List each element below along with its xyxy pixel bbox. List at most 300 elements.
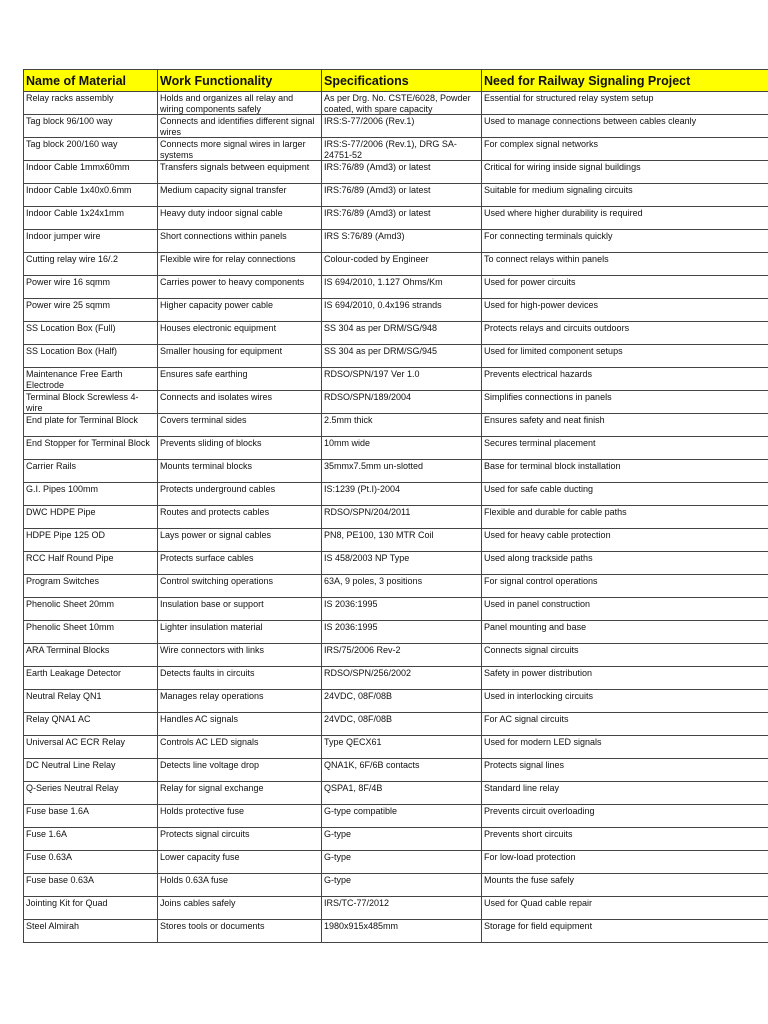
specification-cell	[322, 897, 482, 920]
project-need-cell-text: Prevents circuit overloading	[484, 806, 595, 816]
specification-cell	[322, 805, 482, 828]
specification-cell-text: RDSO/SPN/197 Ver 1.0	[324, 369, 420, 379]
project-need-cell-text: Standard line relay	[484, 783, 560, 793]
project-need-cell-text: Storage for field equipment	[484, 921, 593, 931]
work-functionality-cell	[158, 851, 322, 874]
table-row	[24, 184, 768, 207]
specification-cell-text: RDSO/SPN/256/2002	[324, 668, 412, 678]
project-need-cell	[482, 805, 768, 828]
work-functionality-cell-text: Control switching operations	[160, 576, 274, 586]
project-need-cell-text: Flexible and durable for cable paths	[484, 507, 627, 517]
table-row	[24, 759, 768, 782]
material-name-cell-text: Universal AC ECR Relay	[26, 737, 126, 747]
work-functionality-cell-text: Lower capacity fuse	[160, 852, 240, 862]
specification-cell-text: 24VDC, 08F/08B	[324, 714, 393, 724]
work-functionality-cell-text: Short connections within panels	[160, 231, 287, 241]
work-functionality-cell-text: Smaller housing for equipment	[160, 346, 283, 356]
specification-cell-text: QNA1K, 6F/6B contacts	[324, 760, 420, 770]
specification-cell-text: 63A, 9 poles, 3 positions	[324, 576, 423, 586]
work-functionality-cell	[158, 598, 322, 621]
table-row	[24, 851, 768, 874]
work-functionality-cell-text: Routes and protects cables	[160, 507, 270, 517]
specification-cell-text: IRS:76/89 (Amd3) or latest	[324, 208, 431, 218]
project-need-cell-text: Panel mounting and base	[484, 622, 587, 632]
work-functionality-cell	[158, 644, 322, 667]
specification-cell	[322, 253, 482, 276]
specification-cell-text: 1980x915x485mm	[324, 921, 399, 931]
specification-cell	[322, 276, 482, 299]
material-name-cell	[24, 345, 158, 368]
material-name-cell	[24, 897, 158, 920]
project-need-cell-text: To connect relays within panels	[484, 254, 609, 264]
work-functionality-cell	[158, 207, 322, 230]
project-need-cell	[482, 345, 768, 368]
specification-cell	[322, 874, 482, 897]
work-functionality-cell-text: Connects more signal wires in larger systems	[160, 139, 306, 160]
table-row	[24, 529, 768, 552]
material-name-cell-text: Indoor Cable 1x24x1mm	[26, 208, 125, 218]
work-functionality-cell	[158, 92, 322, 115]
material-name-cell	[24, 782, 158, 805]
specification-cell-text: IS 2036:1995	[324, 599, 378, 609]
material-name-cell	[24, 598, 158, 621]
work-functionality-cell-text: Flexible wire for relay connections	[160, 254, 296, 264]
specification-cell-text: RDSO/SPN/204/2011	[324, 507, 411, 517]
material-name-cell	[24, 920, 158, 943]
table-row	[24, 782, 768, 805]
work-functionality-cell-text: Covers terminal sides	[160, 415, 247, 425]
specification-cell	[322, 345, 482, 368]
material-name-cell	[24, 575, 158, 598]
project-need-cell-text: For connecting terminals quickly	[484, 231, 613, 241]
project-need-cell-text: Used for Quad cable repair	[484, 898, 593, 908]
work-functionality-cell	[158, 529, 322, 552]
table-row	[24, 299, 768, 322]
material-name-cell	[24, 851, 158, 874]
work-functionality-cell	[158, 506, 322, 529]
specification-cell-text: 10mm wide	[324, 438, 371, 448]
table-row	[24, 460, 768, 483]
material-name-cell-text: G.I. Pipes 100mm	[26, 484, 99, 494]
project-need-cell-text: Essential for structured relay system setup	[484, 93, 654, 103]
material-name-cell-text: Tag block 200/160 way	[26, 139, 118, 149]
table-row	[24, 598, 768, 621]
material-name-cell-text: SS Location Box (Full)	[26, 323, 116, 333]
specification-cell-text: IS 458/2003 NP Type	[324, 553, 410, 563]
table-row	[24, 207, 768, 230]
specification-cell	[322, 736, 482, 759]
specification-cell-text: IRS S:76/89 (Amd3)	[324, 231, 405, 241]
specification-cell	[322, 414, 482, 437]
project-need-cell-text: Connects signal circuits	[484, 645, 579, 655]
project-need-cell-text: Used for modern LED signals	[484, 737, 602, 747]
project-need-cell-text: Ensures safety and neat finish	[484, 415, 605, 425]
project-need-cell-text: Used for limited component setups	[484, 346, 623, 356]
table-row	[24, 897, 768, 920]
specification-cell-text: QSPA1, 8F/4B	[324, 783, 383, 793]
work-functionality-cell-text: Joins cables safely	[160, 898, 236, 908]
project-need-cell	[482, 368, 768, 391]
work-functionality-cell-text: Heavy duty indoor signal cable	[160, 208, 283, 218]
work-functionality-cell-text: Mounts terminal blocks	[160, 461, 253, 471]
specification-cell	[322, 483, 482, 506]
work-functionality-cell	[158, 368, 322, 391]
work-functionality-cell	[158, 759, 322, 782]
project-need-cell	[482, 736, 768, 759]
specification-cell-text: G-type	[324, 875, 352, 885]
work-functionality-cell	[158, 552, 322, 575]
project-need-cell-text: Used for high-power devices	[484, 300, 599, 310]
table-row	[24, 437, 768, 460]
project-need-cell-text: Used where higher durability is required	[484, 208, 643, 218]
material-name-cell	[24, 253, 158, 276]
project-need-cell	[482, 759, 768, 782]
project-need-cell-text: Used along trackside paths	[484, 553, 593, 563]
materials-table	[23, 69, 768, 943]
table-row	[24, 115, 768, 138]
specification-cell-text: SS 304 as per DRM/SG/945	[324, 346, 438, 356]
material-name-cell-text: Indoor Cable 1mmx60mm	[26, 162, 130, 172]
project-need-cell-text: Used for safe cable ducting	[484, 484, 594, 494]
work-functionality-cell	[158, 667, 322, 690]
material-name-cell	[24, 207, 158, 230]
specification-cell	[322, 575, 482, 598]
project-need-cell	[482, 506, 768, 529]
work-functionality-cell	[158, 621, 322, 644]
project-need-cell	[482, 253, 768, 276]
material-name-cell-text: Indoor jumper wire	[26, 231, 101, 241]
specification-cell-text: Colour-coded by Engineer	[324, 254, 429, 264]
work-functionality-cell-text: Higher capacity power cable	[160, 300, 274, 310]
material-name-cell-text: Relay QNA1 AC	[26, 714, 91, 724]
material-name-cell	[24, 483, 158, 506]
project-need-cell-text: For low-load protection	[484, 852, 576, 862]
material-name-cell-text: End Stopper for Terminal Block	[26, 438, 150, 448]
work-functionality-cell-text: Holds and organizes all relay and wiring components safely	[160, 93, 294, 114]
specification-cell	[322, 851, 482, 874]
project-need-cell	[482, 667, 768, 690]
specification-cell	[322, 920, 482, 943]
work-functionality-cell-text: Medium capacity signal transfer	[160, 185, 287, 195]
material-name-cell	[24, 529, 158, 552]
project-need-cell-text: Mounts the fuse safely	[484, 875, 575, 885]
work-functionality-cell-text: Prevents sliding of blocks	[160, 438, 262, 448]
material-name-cell	[24, 621, 158, 644]
header-specifications: Specifications	[322, 70, 482, 92]
project-need-cell	[482, 115, 768, 138]
material-name-cell-text: Power wire 16 sqmm	[26, 277, 111, 287]
specification-cell-text: IS 2036:1995	[324, 622, 378, 632]
table-row	[24, 920, 768, 943]
material-name-cell-text: Earth Leakage Detector	[26, 668, 122, 678]
work-functionality-cell-text: Handles AC signals	[160, 714, 239, 724]
material-name-cell	[24, 414, 158, 437]
material-name-cell-text: DC Neutral Line Relay	[26, 760, 116, 770]
table-row	[24, 644, 768, 667]
project-need-cell	[482, 828, 768, 851]
material-name-cell-text: Tag block 96/100 way	[26, 116, 113, 126]
specification-cell	[322, 667, 482, 690]
material-name-cell-text: End plate for Terminal Block	[26, 415, 138, 425]
project-need-cell	[482, 184, 768, 207]
specification-cell-text: IRS:76/89 (Amd3) or latest	[324, 162, 431, 172]
table-row	[24, 322, 768, 345]
project-need-cell	[482, 161, 768, 184]
project-need-cell-text: Prevents short circuits	[484, 829, 573, 839]
work-functionality-cell-text: Protects underground cables	[160, 484, 276, 494]
material-name-cell	[24, 805, 158, 828]
table-row	[24, 552, 768, 575]
material-name-cell	[24, 184, 158, 207]
material-name-cell	[24, 506, 158, 529]
project-need-cell-text: For AC signal circuits	[484, 714, 569, 724]
work-functionality-cell	[158, 115, 322, 138]
work-functionality-cell	[158, 897, 322, 920]
work-functionality-cell	[158, 184, 322, 207]
work-functionality-cell	[158, 322, 322, 345]
work-functionality-cell	[158, 874, 322, 897]
material-name-cell	[24, 644, 158, 667]
table-row	[24, 138, 768, 161]
header-name-of-material: Name of Material	[24, 70, 158, 92]
project-need-cell	[482, 690, 768, 713]
material-name-cell-text: Terminal Block Screwless 4-wire	[26, 392, 139, 413]
specification-cell	[322, 138, 482, 161]
specification-cell	[322, 506, 482, 529]
material-name-cell-text: Relay racks assembly	[26, 93, 114, 103]
work-functionality-cell-text: Connects and isolates wires	[160, 392, 273, 402]
table-row	[24, 713, 768, 736]
project-need-cell	[482, 644, 768, 667]
work-functionality-cell-text: Transfers signals between equipment	[160, 162, 310, 172]
material-name-cell	[24, 759, 158, 782]
specification-cell	[322, 322, 482, 345]
specification-cell-text: PN8, PE100, 130 MTR Coil	[324, 530, 434, 540]
specification-cell	[322, 529, 482, 552]
project-need-cell-text: Used in interlocking circuits	[484, 691, 594, 701]
material-name-cell	[24, 460, 158, 483]
material-name-cell-text: DWC HDPE Pipe	[26, 507, 96, 517]
project-need-cell	[482, 230, 768, 253]
project-need-cell	[482, 782, 768, 805]
material-name-cell-text: Maintenance Free Earth Electrode	[26, 369, 123, 390]
specification-cell	[322, 552, 482, 575]
material-name-cell-text: Fuse 1.6A	[26, 829, 68, 839]
work-functionality-cell	[158, 391, 322, 414]
specification-cell-text: IRS/75/2006 Rev-2	[324, 645, 401, 655]
work-functionality-cell-text: Lays power or signal cables	[160, 530, 272, 540]
work-functionality-cell-text: Carries power to heavy components	[160, 277, 305, 287]
work-functionality-cell-text: Controls AC LED signals	[160, 737, 259, 747]
project-need-cell-text: Base for terminal block installation	[484, 461, 621, 471]
specification-cell	[322, 368, 482, 391]
specification-cell-text: IS 694/2010, 1.127 Ohms/Km	[324, 277, 443, 287]
table-row	[24, 667, 768, 690]
specification-cell-text: IS 694/2010, 0.4x196 strands	[324, 300, 442, 310]
table-row	[24, 345, 768, 368]
material-name-cell-text: HDPE Pipe 125 OD	[26, 530, 106, 540]
specification-cell	[322, 460, 482, 483]
table-row	[24, 368, 768, 391]
table-row	[24, 230, 768, 253]
specification-cell	[322, 690, 482, 713]
project-need-cell	[482, 529, 768, 552]
work-functionality-cell	[158, 805, 322, 828]
table-row	[24, 575, 768, 598]
project-need-cell	[482, 874, 768, 897]
specification-cell-text: 2.5mm thick	[324, 415, 373, 425]
material-name-cell	[24, 161, 158, 184]
specification-cell-text: IRS:S-77/2006 (Rev.1), DRG SA-24751-52	[324, 139, 457, 160]
table-row	[24, 483, 768, 506]
work-functionality-cell-text: Manages relay operations	[160, 691, 264, 701]
work-functionality-cell-text: Relay for signal exchange	[160, 783, 264, 793]
project-need-cell	[482, 437, 768, 460]
specification-cell-text: Type QECX61	[324, 737, 382, 747]
work-functionality-cell	[158, 460, 322, 483]
project-need-cell-text: Used for heavy cable protection	[484, 530, 611, 540]
project-need-cell	[482, 713, 768, 736]
specification-cell	[322, 230, 482, 253]
work-functionality-cell	[158, 713, 322, 736]
work-functionality-cell	[158, 414, 322, 437]
material-name-cell	[24, 322, 158, 345]
header-work-functionality: Work Functionality	[158, 70, 322, 92]
table-row	[24, 805, 768, 828]
work-functionality-cell-text: Holds protective fuse	[160, 806, 245, 816]
material-name-cell	[24, 299, 158, 322]
table-row	[24, 276, 768, 299]
material-name-cell-text: Fuse base 1.6A	[26, 806, 90, 816]
table-row	[24, 621, 768, 644]
table-row	[24, 874, 768, 897]
project-need-cell-text: Safety in power distribution	[484, 668, 593, 678]
material-name-cell	[24, 713, 158, 736]
material-name-cell-text: SS Location Box (Half)	[26, 346, 118, 356]
specification-cell	[322, 184, 482, 207]
material-name-cell	[24, 828, 158, 851]
material-name-cell	[24, 736, 158, 759]
project-need-cell	[482, 483, 768, 506]
table-row	[24, 391, 768, 414]
project-need-cell-text: Protects signal lines	[484, 760, 565, 770]
material-name-cell-text: Program Switches	[26, 576, 100, 586]
specification-cell	[322, 92, 482, 115]
work-functionality-cell	[158, 230, 322, 253]
material-name-cell	[24, 92, 158, 115]
material-name-cell-text: Phenolic Sheet 20mm	[26, 599, 115, 609]
table-row	[24, 828, 768, 851]
work-functionality-cell-text: Holds 0.63A fuse	[160, 875, 229, 885]
project-need-cell	[482, 276, 768, 299]
work-functionality-cell-text: Stores tools or documents	[160, 921, 265, 931]
specification-cell	[322, 621, 482, 644]
material-name-cell	[24, 276, 158, 299]
project-need-cell	[482, 138, 768, 161]
specification-cell	[322, 782, 482, 805]
project-need-cell-text: Used in panel construction	[484, 599, 591, 609]
work-functionality-cell-text: Protects surface cables	[160, 553, 254, 563]
project-need-cell	[482, 92, 768, 115]
work-functionality-cell	[158, 161, 322, 184]
material-name-cell-text: Cutting relay wire 16/.2	[26, 254, 119, 264]
specification-cell-text: 35mmx7.5mm un-slotted	[324, 461, 424, 471]
work-functionality-cell	[158, 138, 322, 161]
specification-cell-text: 24VDC, 08F/08B	[324, 691, 393, 701]
work-functionality-cell-text: Connects and identifies different signal wires	[160, 116, 315, 137]
work-functionality-cell	[158, 782, 322, 805]
material-name-cell	[24, 552, 158, 575]
table-row	[24, 506, 768, 529]
project-need-cell	[482, 460, 768, 483]
specification-cell	[322, 299, 482, 322]
specification-cell	[322, 644, 482, 667]
material-name-cell-text: Indoor Cable 1x40x0.6mm	[26, 185, 132, 195]
work-functionality-cell	[158, 483, 322, 506]
project-need-cell-text: Simplifies connections in panels	[484, 392, 612, 402]
project-need-cell-text: Critical for wiring inside signal buildings	[484, 162, 641, 172]
material-name-cell	[24, 391, 158, 414]
work-functionality-cell	[158, 253, 322, 276]
work-functionality-cell-text: Wire connectors with links	[160, 645, 265, 655]
work-functionality-cell-text: Houses electronic equipment	[160, 323, 277, 333]
work-functionality-cell-text: Lighter insulation material	[160, 622, 263, 632]
specification-cell-text: G-type compatible	[324, 806, 398, 816]
specification-cell-text: IRS:S-77/2006 (Rev.1)	[324, 116, 415, 126]
specification-cell	[322, 391, 482, 414]
material-name-cell-text: Power wire 25 sqmm	[26, 300, 111, 310]
specification-cell-text: IRS/TC-77/2012	[324, 898, 390, 908]
specification-cell	[322, 828, 482, 851]
material-name-cell	[24, 437, 158, 460]
material-name-cell-text: Phenolic Sheet 10mm	[26, 622, 115, 632]
project-need-cell-text: Secures terminal placement	[484, 438, 596, 448]
work-functionality-cell	[158, 736, 322, 759]
work-functionality-cell	[158, 437, 322, 460]
material-name-cell	[24, 115, 158, 138]
material-name-cell	[24, 690, 158, 713]
project-need-cell-text: Suitable for medium signaling circuits	[484, 185, 633, 195]
specification-cell	[322, 713, 482, 736]
table-row	[24, 414, 768, 437]
project-need-cell-text: Used for power circuits	[484, 277, 576, 287]
work-functionality-cell	[158, 920, 322, 943]
specification-cell	[322, 598, 482, 621]
project-need-cell	[482, 920, 768, 943]
work-functionality-cell	[158, 690, 322, 713]
work-functionality-cell	[158, 299, 322, 322]
work-functionality-cell	[158, 345, 322, 368]
project-need-cell	[482, 621, 768, 644]
table-row	[24, 161, 768, 184]
project-need-cell	[482, 391, 768, 414]
project-need-cell	[482, 897, 768, 920]
material-name-cell-text: Fuse base 0.63A	[26, 875, 95, 885]
header-need-for-project: Need for Railway Signaling Project	[482, 70, 768, 92]
material-name-cell	[24, 874, 158, 897]
specification-cell	[322, 161, 482, 184]
material-name-cell	[24, 138, 158, 161]
project-need-cell	[482, 299, 768, 322]
material-name-cell-text: ARA Terminal Blocks	[26, 645, 110, 655]
table-row	[24, 92, 768, 115]
project-need-cell-text: Protects relays and circuits outdoors	[484, 323, 630, 333]
specification-cell-text: G-type	[324, 829, 352, 839]
project-need-cell-text: For complex signal networks	[484, 139, 599, 149]
work-functionality-cell	[158, 575, 322, 598]
material-name-cell-text: RCC Half Round Pipe	[26, 553, 114, 563]
specification-cell	[322, 207, 482, 230]
